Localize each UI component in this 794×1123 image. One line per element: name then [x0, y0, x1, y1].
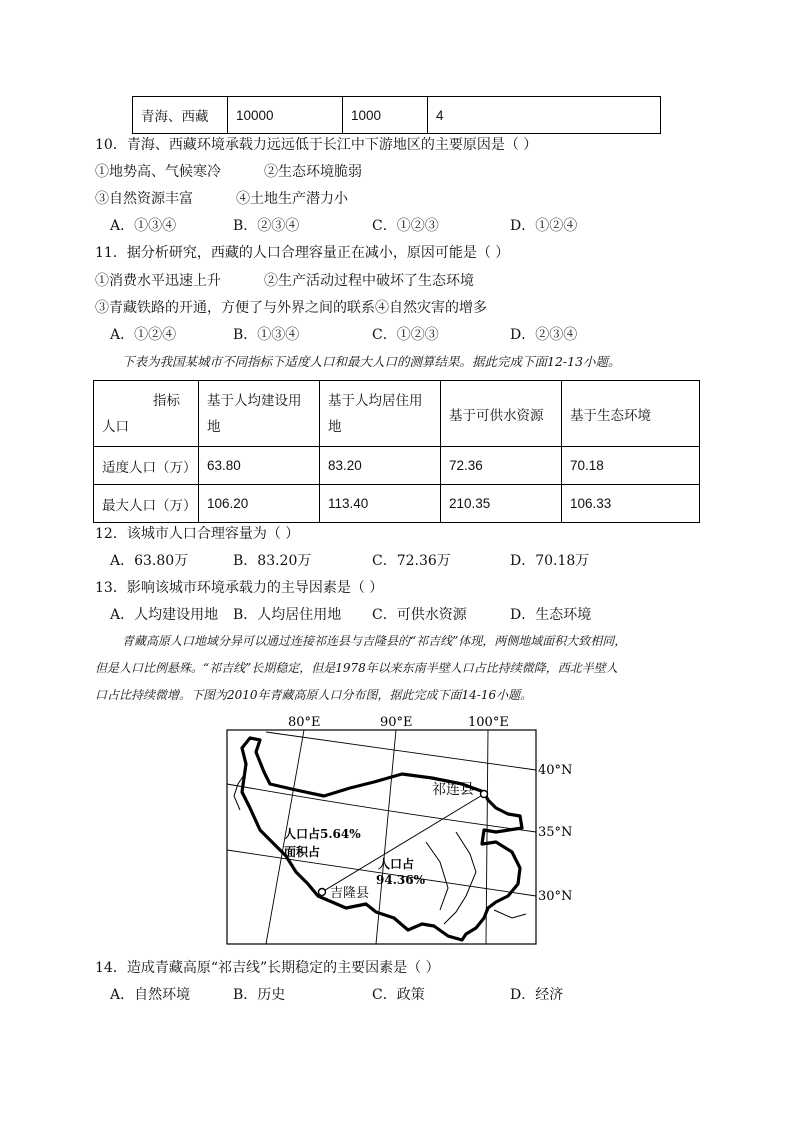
table-header: 基于生态环境 — [562, 381, 700, 447]
q10-option-c[interactable]: C．①②③ — [372, 218, 439, 234]
q10-item: ②生态环境脆弱 — [264, 164, 362, 180]
table-header: 基于人均建设用地 — [199, 381, 320, 447]
table-cell: 210.35 — [441, 485, 562, 523]
table-row — [94, 447, 700, 485]
table-row — [94, 485, 700, 523]
table-cell: 青海、西藏 — [133, 97, 228, 134]
q10-option-d[interactable]: D．①②④ — [510, 218, 578, 234]
table-header: 基于人均居住用地 — [320, 381, 441, 447]
table-cell: 1000 — [343, 97, 428, 134]
intro-14-16 — [95, 628, 705, 709]
q13-option-a[interactable]: A．人均建设用地 — [110, 607, 219, 623]
q11-item: ②生产活动过程中破坏了生态环境 — [264, 273, 474, 289]
q10-item: ④土地生产潜力小 — [236, 191, 348, 207]
lon-label-100: 100°E — [468, 715, 509, 730]
top-table — [132, 96, 661, 134]
q11-item: ①消费水平迅速上升 — [95, 273, 221, 289]
river — [494, 910, 526, 918]
row-label: 最大人口（万） — [94, 485, 199, 523]
q12-option-a[interactable]: A．63.80万 — [110, 553, 189, 569]
q10-item: ①地势高、气候寒冷 — [95, 164, 221, 180]
table-cell: 83.20 — [320, 447, 441, 485]
q10-item: ③自然资源丰富 — [95, 191, 193, 207]
intro-12-13: 下表为我国某城市不同指标下适度人口和最大人口的测算结果。据此完成下面12-13小题。 — [122, 354, 621, 369]
question-14-stem: 14．造成青藏高原“祁吉线”长期稳定的主要因素是（ ） — [95, 960, 440, 976]
lon-label-80: 80°E — [288, 715, 321, 730]
row-label: 适度人口（万） — [94, 447, 199, 485]
table-header: 基于可供水资源 — [441, 381, 562, 447]
question-12-stem: 12．该城市人口合理容量为（ ） — [95, 526, 300, 542]
q13-option-c[interactable]: C．可供水资源 — [372, 607, 467, 623]
corner-cell — [94, 381, 199, 447]
q11-item: ③青藏铁路的开通，方便了与外界之间的联系④自然灾害的增多 — [95, 300, 487, 316]
q10-option-b[interactable]: B．②③④ — [233, 218, 300, 234]
q12-option-b[interactable]: B．83.20万 — [233, 553, 312, 569]
table-cell: 113.40 — [320, 485, 441, 523]
lat-label-35: 35°N — [538, 825, 573, 840]
question-13-stem: 13．影响该城市环境承载力的主导因素是（ ） — [95, 580, 384, 596]
nw-area-label: 面积占 — [284, 845, 321, 859]
corner-bottom-label: 人口 — [102, 419, 129, 434]
table-cell: 63.80 — [199, 447, 320, 485]
intro-line: 青藏高原人口地域分异可以通过连接祁连县与吉隆县的“祁吉线”体现，两侧地域面积大致相同， — [122, 634, 627, 648]
table-cell: 70.18 — [562, 447, 700, 485]
table-cell: 106.33 — [562, 485, 700, 523]
intro-line: 口占比持续微增。下图为2010年青藏高原人口分布图，据此完成下面14-16小题。 — [95, 688, 533, 702]
q10-option-a[interactable]: A．①③④ — [110, 218, 177, 234]
river — [426, 842, 448, 910]
se-population-value: 94.36% — [376, 873, 425, 887]
nw-population-label: 人口占5.64% — [284, 827, 361, 841]
city-table — [93, 380, 700, 523]
city-label-qilian: 祁连县 — [432, 782, 474, 798]
table-cell: 10000 — [228, 97, 343, 134]
river — [444, 832, 476, 924]
intro-line: 但是人口比例悬殊。“祁吉线”长期稳定，但是1978年以来东南半壁人口占比持续微降，西北半壁人 — [95, 661, 618, 675]
city-label-jilong: 吉隆县 — [330, 886, 370, 901]
q11-option-d[interactable]: D．②③④ — [510, 327, 578, 343]
se-population-label: 人口占 — [378, 857, 415, 871]
q12-option-d[interactable]: D．70.18万 — [510, 553, 590, 569]
city-marker-qilian — [481, 791, 488, 798]
q11-option-b[interactable]: B．①③④ — [233, 327, 300, 343]
map-frame — [227, 730, 536, 944]
q11-option-a[interactable]: A．①②④ — [110, 327, 177, 343]
question-10-stem: 10．青海、西藏环境承载力远远低于长江中下游地区的主要原因是（ ） — [95, 137, 538, 153]
q14-option-b[interactable]: B．历史 — [233, 987, 286, 1003]
lat-label-30: 30°N — [538, 889, 573, 904]
table-cell: 4 — [428, 97, 661, 134]
parallel-40 — [266, 732, 536, 770]
q14-option-c[interactable]: C．政策 — [372, 987, 425, 1003]
table-row — [94, 381, 700, 447]
q14-option-a[interactable]: A．自然环境 — [110, 987, 191, 1003]
population-map — [226, 712, 573, 948]
q13-option-b[interactable]: B．人均居住用地 — [233, 607, 342, 623]
corner-top-label: 指标 — [153, 393, 180, 408]
table-row — [133, 97, 661, 134]
question-11-stem: 11．据分析研究，西藏的人口合理容量正在减小，原因可能是（ ） — [95, 245, 510, 261]
q12-option-c[interactable]: C．72.36万 — [372, 553, 451, 569]
q11-option-c[interactable]: C．①②③ — [372, 327, 439, 343]
lat-label-40: 40°N — [538, 763, 573, 778]
q14-option-d[interactable]: D．经济 — [510, 987, 564, 1003]
parallel-35 — [227, 784, 536, 832]
lon-label-90: 90°E — [380, 715, 413, 730]
table-cell: 72.36 — [441, 447, 562, 485]
table-cell: 106.20 — [199, 485, 320, 523]
city-marker-jilong — [319, 889, 326, 896]
q13-option-d[interactable]: D．生态环境 — [510, 607, 592, 623]
